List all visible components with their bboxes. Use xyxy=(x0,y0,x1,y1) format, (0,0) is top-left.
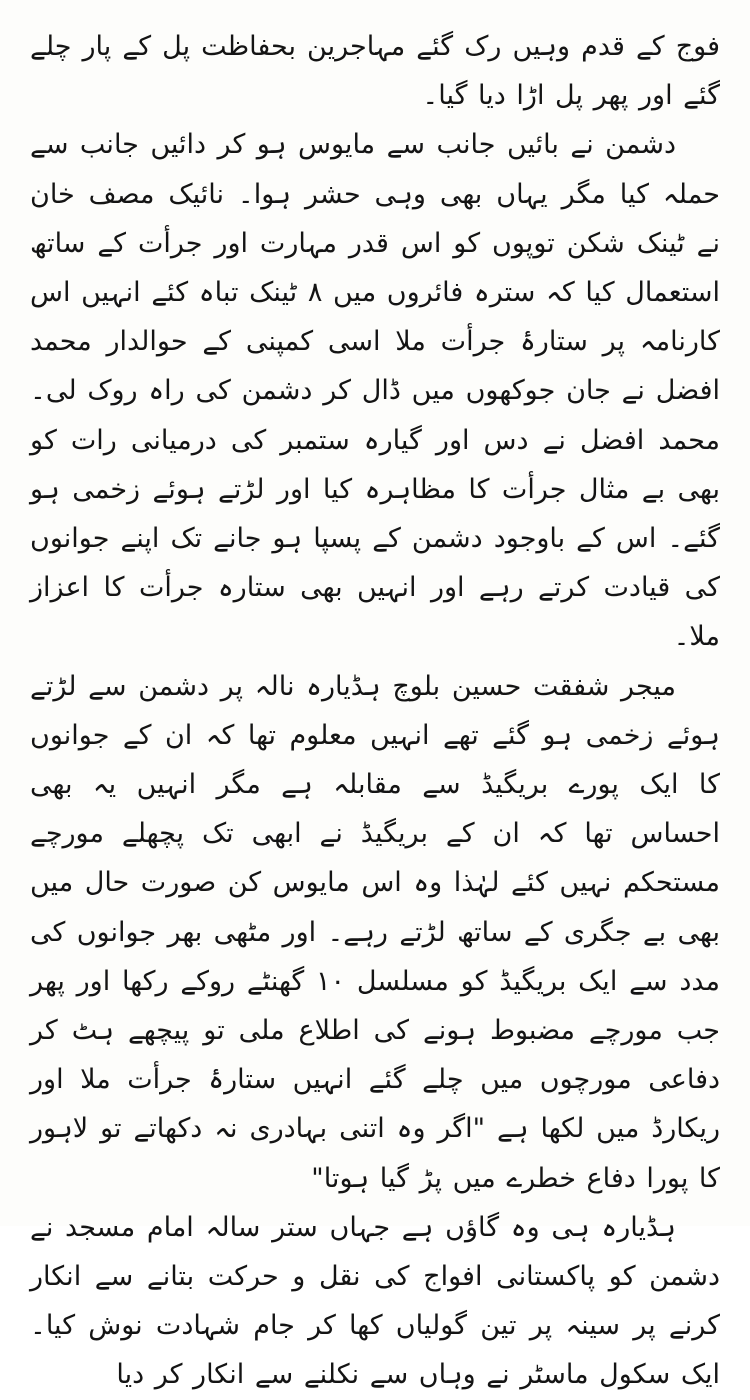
paragraph-2: دشمن نے بائیں جانب سے مایوس ہو کر دائیں جانب سے حملہ کیا مگر یہاں بھی وہی حشر ہوا۔ نائیک مصف خان نے ٹینک شکن توپوں کو اس قدر مہارت اور جرأت کے ساتھ استعمال کیا کہ سترہ فائروں میں ۸ ٹینک تباہ کئے انہیں اس کارنامہ پر ستارۂ جرأت ملا اسی کمپنی کے حوالدار محمد افضل نے جان جوکھوں میں ڈال کر دشمن کی راہ روک لی۔ محمد افضل نے دس اور گیارہ ستمبر کی درمیانی رات کو بھی بے مثال جرأت کا مظاہرہ کیا اور لڑتے ہوئے زخمی ہو گئے۔ اس کے باوجود دشمن کے پسپا ہو جانے تک اپنے جوانوں کی قیادت کرتے رہے اور انہیں بھی ستارہ جرأت کا اعزاز ملا۔ xyxy=(30,129,720,653)
paragraph-4: ہڈیارہ ہی وہ گاؤں ہے جہاں ستر سالہ امام مسجد نے دشمن کو پاکستانی افواج کی نقل و حرکت بتانے سے انکار کرنے پر سینہ پر تین گولیاں کھا کر جام شہادت نوش کیا۔ ایک سکول ماسٹر نے وہاں سے نکلنے سے انکار کر دیا xyxy=(30,1211,720,1391)
paragraph-1: فوج کے قدم وہیں رک گئے مہاجرین بحفاظت پل کے پار چلے گئے اور پھر پل اڑا دیا گیا۔ xyxy=(30,31,720,112)
urdu-text-body xyxy=(30,22,720,1400)
paragraph-3: میجر شفقت حسین بلوچ ہڈیارہ نالہ پر دشمن سے لڑتے ہوئے زخمی ہو گئے تھے انہیں معلوم تھا کہ ان کے جوانوں کا ایک پورے بریگیڈ سے مقابلہ ہے مگر انہیں یہ بھی احساس تھا کہ ان کے بریگیڈ نے ابھی تک پچھلے مورچے مستحکم نہیں کئے لہٰذا وہ اس مایوس کن صورت حال میں بھی بے جگری کے ساتھ لڑتے رہے۔ اور مٹھی بھر جوانوں کی مدد سے ایک بریگیڈ کو مسلسل ۱۰ گھنٹے روکے رکھا اور پھر جب مورچے مضبوط ہونے کی اطلاع ملی تو پیچھے ہٹ کر دفاعی مورچوں میں چلے گئے انہیں ستارۂ جرأت ملا اور ریکارڈ میں لکھا ہے "اگر وہ اتنی بہادری نہ دکھاتے تو لاہور کا پورا دفاع خطرے میں پڑ گیا ہوتا" xyxy=(30,670,720,1194)
